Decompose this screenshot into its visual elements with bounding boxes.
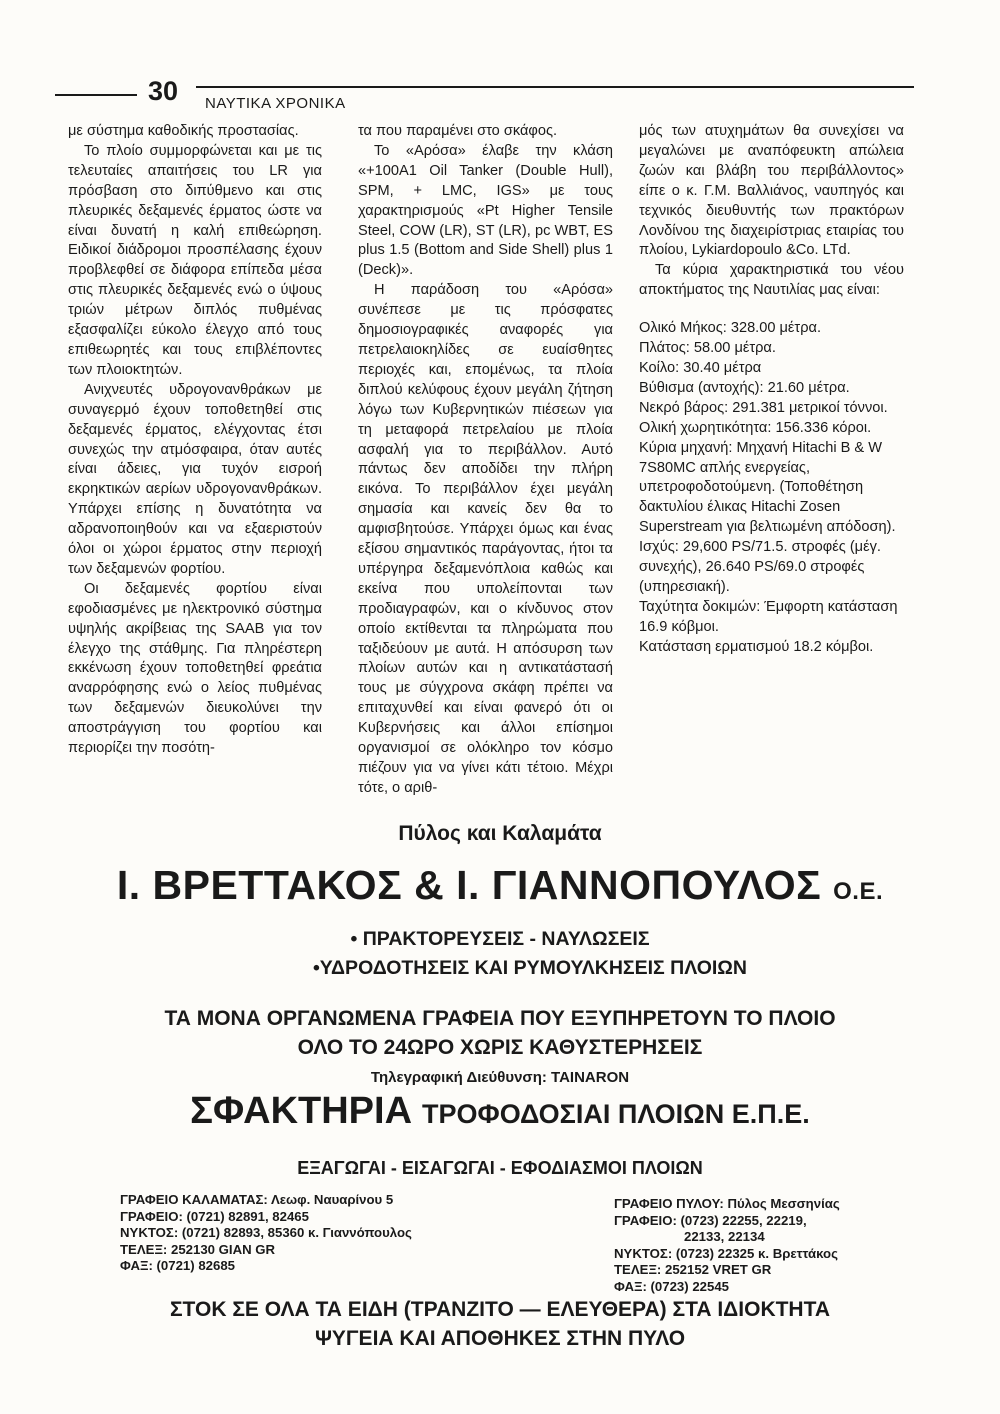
ad-company-suffix: Ο.Ε.	[833, 878, 884, 905]
spec-item: Ολικό Μήκος: 328.00 μέτρα.	[639, 320, 821, 337]
paragraph: με σύστημα καθοδικής προστασίας.	[68, 123, 299, 139]
contact-line: ΓΡΑΦΕΙΟ ΚΑΛΑΜΑΤΑΣ: Λεωφ. Ναυαρίνου 5	[120, 1192, 394, 1207]
ad-stock-2: ΨΥΓΕΙΑ ΚΑΙ ΑΠΟΘΗΚΕΣ ΣΤΗΝ ΠΥΛΟ	[314, 1327, 686, 1350]
ad-kalamata-contacts	[120, 1192, 412, 1275]
spec-item: Ολική χωρητικότητα: 156.336 κόροι.	[639, 419, 872, 436]
article-column-1	[68, 122, 322, 759]
contact-line: ΓΡΑΦΕΙΟ ΠΥΛΟΥ: Πύλος Μεσσηνίας	[614, 1196, 840, 1211]
journal-title: ΝΑΥΤΙΚΑ ΧΡΟΝΙΚΑ	[205, 95, 346, 112]
contact-line: ΦΑΞ: (0721) 82685	[120, 1258, 235, 1274]
spec-item: Ισχύς: 29,600 PS/71.5. στροφές (μέγ. συνεχής), 26.640 PS/69.0 στροφές (υπηρεσιακή).	[639, 539, 881, 595]
ad-company2-heading	[70, 1090, 930, 1133]
header-rule-right	[196, 86, 914, 88]
contact-line: 22133, 22134	[684, 1229, 765, 1245]
contact-line: ΤΕΛΕΞ: 252130 GIAN GR	[120, 1241, 276, 1257]
ad-company2-name: ΣΦΑΚΤΗΡΙΑ	[190, 1090, 413, 1132]
spec-item: Κύρια μηχανή: Μηχανή Hitachi B & W 7S80MC απλής ενεργείας, υπετροφοδοτούμενη. (Τοποθέτηση δακτυλίου έλικας Hitachi Zosen Superstream για βελτιωμένη απόδοση).	[639, 439, 896, 536]
paragraph: Το «Αρόσα» έλαβε την κλάση «+100A1 Oil Tanker (Double Hull), SPM, + LMC, IGS» με τους χαρακτηρισμούς «Pt Higher Tensile Steel, COW (LR), ST (LR), pc WBT, ES plus 1.5 (Bottom and Side Shell) plus 1 (Deck)».	[358, 142, 613, 279]
ad-tagline-1: ΤΑ ΜΟΝΑ ΟΡΓΑΝΩΜΕΝΑ ΓΡΑΦΕΙΑ ΠΟΥ ΕΞΥΠΗΡΕΤΟΥΝ ΤΟ ΠΛΟΙΟ	[164, 1007, 836, 1030]
paragraph: Τα κύρια χαρακτηριστικά του νέου αποκτήματος της Ναυτιλίας μας είναι:	[639, 262, 904, 299]
article-column-2	[358, 122, 613, 799]
page-number: 30	[148, 76, 179, 106]
ad-location: Πύλος και Καλαμάτα	[398, 822, 602, 845]
ad-stock-1: ΣΤΟΚ ΣΕ ΟΛΑ ΤΑ ΕΙΔΗ (ΤΡΑΝΖΙΤΟ — ΕΛΕΥΘΕΡΑ) ΣΤΑ ΙΔΙΟΚΤΗΤΑ	[169, 1298, 831, 1321]
ad-company-name: Ι. ΒΡΕΤΤΑΚΟΣ & Ι. ΓΙΑΝΝΟΠΟΥΛΟΣ	[116, 862, 822, 908]
ad-trade: ΕΞΑΓΩΓΑΙ - ΕΙΣΑΓΩΓΑΙ - ΕΦΟΔΙΑΣΜΟΙ ΠΛΟΙΩΝ	[297, 1158, 703, 1178]
ad-service-2: •ΥΔΡΟΔΟΤΗΣΕΙΣ ΚΑΙ ΡΥΜΟΥΛΚΗΣΕΙΣ ΠΛΟΙΩΝ	[312, 957, 748, 979]
spec-item: Κατάσταση ερματισμού 18.2 κόμβοι.	[639, 638, 874, 655]
spec-item: Ταχύτητα δοκιμών: Έμφορτη κατάσταση 16.9 κόβμοι.	[639, 598, 898, 635]
ad-tagline-2: ΟΛΟ ΤΟ 24ΩΡΟ ΧΩΡΙΣ ΚΑΘΥΣΤΕΡΗΣΕΙΣ	[297, 1036, 703, 1059]
contact-line: ΤΕΛΕΞ: 252152 VRET GR	[614, 1262, 772, 1278]
spec-item: Νεκρό βάρος: 291.381 μετρικοί τόννοι.	[639, 399, 888, 416]
spec-item: Βύθισμα (αντοχής): 21.60 μέτρα.	[639, 379, 850, 396]
ad-company-heading	[70, 862, 930, 909]
contact-line: ΝΥΚΤΟΣ: (0721) 82893, 85360 κ. Γιαννόπουλος	[120, 1225, 412, 1241]
spec-item: Πλάτος: 58.00 μέτρα.	[639, 340, 776, 357]
contact-line: ΓΡΑΦΕΙΟ: (0721) 82891, 82465	[120, 1208, 309, 1224]
paragraph: τα που παραμένει στο σκάφος.	[358, 123, 558, 139]
contact-line: ΝΥΚΤΟΣ: (0723) 22325 κ. Βρεττάκος	[614, 1245, 838, 1261]
ad-pylos-contacts	[614, 1196, 840, 1296]
spec-item: Κοίλο: 30.40 μέτρα	[639, 359, 762, 376]
paragraph: μός των ατυχημάτων θα συνεχίσει να μεγαλώνει με αναπόφευκτη απώλεια ζωών και βλάβη του περιβάλλοντος» είπε ο κ. Γ.Μ. Βαλλιάνος, ναυπηγός και τεχνικός διευθυντής των πρακτόρων Λονδίνου της διαχειρίστριας εταιρίας του πλοίου, Lykiardopoulo &Co. LTd.	[639, 123, 904, 259]
ad-telegraph: Τηλεγραφική Διεύθυνση: TAINARON	[370, 1069, 630, 1086]
paragraph: Οι δεξαμενές φορτίου είναι εφοδιασμένες με ηλεκτρονικό σύστημα υψηλής ακρίβειας της SAAB για τον έλεγχο της στάθμης. Για πληρέστερη εκκένωση έχουν τοποθετηθεί φρεάτια αναρρόφησης ενώ ο λείος πυθμένας των δεξαμενών διευκολύνει την αποστράγγιση του φορτίου και περιορίζει την ποσότη-	[68, 580, 322, 757]
paragraph: Το πλοίο συμμορφώνεται και με τις τελευταίες απαιτήσεις του LR για πρόσβαση στο διπύθμενο και στις πλευρικές δεξαμενές έρματος ώστε να είναι δυνατή η καλή επιθεώρηση. Ειδικοί διάδρομοι προσπέλασης έχουν προβλεφθεί σε διάφορα επίπεδα μέσα στις πλευρικές δεξαμενές ενώ ο ύψους τριών μέτρων διπλός πυθμένας εξασφαλίζει εύκολο έλεγχο από τους επιθεωρητές και τους επιβλέποντες των πλοιοκτητών.	[68, 142, 322, 378]
ad-company2-desc: ΤΡΟΦΟΔΟΣΙΑΙ ΠΛΟΙΩΝ Ε.Π.Ε.	[422, 1099, 810, 1129]
contact-line: ΓΡΑΦΕΙΟ: (0723) 22255, 22219,	[614, 1212, 807, 1228]
paragraph: Ανιχνευτές υδρογονανθράκων με συναγερμό έχουν τοποθετηθεί στις δεξαμενές έρματος, ελέγχοντας έτσι συνεχώς την ατμόσφαιρα, όταν αυτές είναι άδειες, για τυχόν εισροή εκρηκτικών αερίων υδρογονανθράκων. Υπάρχει επίσης η δυνατότητα να αδρανοποιηθούν και να εξαεριστούν όλοι οι χώροι έρματος στην περιοχή των δεξαμενών φορτίου.	[68, 381, 322, 577]
article-column-3	[639, 122, 904, 658]
contact-line: ΦΑΞ: (0723) 22545	[614, 1278, 729, 1294]
ad-service-1: • ΠΡΑΚΤΟΡΕΥΣΕΙΣ - ΝΑΥΛΩΣΕΙΣ	[350, 928, 650, 950]
paragraph: Η παράδοση του «Αρόσα» συνέπεσε με τις πρόσφατες δημοσιογραφικές αναφορές για πετρελαιοκηλίδες σε ευαίσθητες περιοχές και, επομένως, τα πλοία διπλού κελύφους έχουν μεγάλη ζήτηση λόγω των Κυβερνητικών πιέσεων για τη μεταφορά πετρελαίου με πλοία ασφαλή για το περιβάλλον. Αυτό πάντως δεν αποδίδει την πλήρη εικόνα. Το περιβάλλον έχει μεγάλη σημασία και κανείς δεν θα το αμφισβητούσε. Υπάρχει όμως και ένας εξίσου σημαντικός παράγοντας, ήτοι τα υπέργηρα δεξαμενόπλοια καθώς και εκείνα που υπολείπονται των προδιαγραφών, και ο κίνδυνος στον οποίο εκτίθενται τα πληρώματα που ταξιδεύουν με αυτά. Η απόσυρση των πλοίων αυτών και η αντικατάστασή τους με σύγχρονα σκάφη πρέπει να επιταχυνθεί και είναι φανερό ότι οι Κυβερνήσεις και άλλοι επίσημοι οργανισμοί σε ολόκληρο τον κόσμο πιέζουν για να γίνει κάτι τέτοιο. Μέχρι τότε, ο αριθ-	[358, 282, 613, 796]
header-rule-left	[55, 94, 137, 96]
